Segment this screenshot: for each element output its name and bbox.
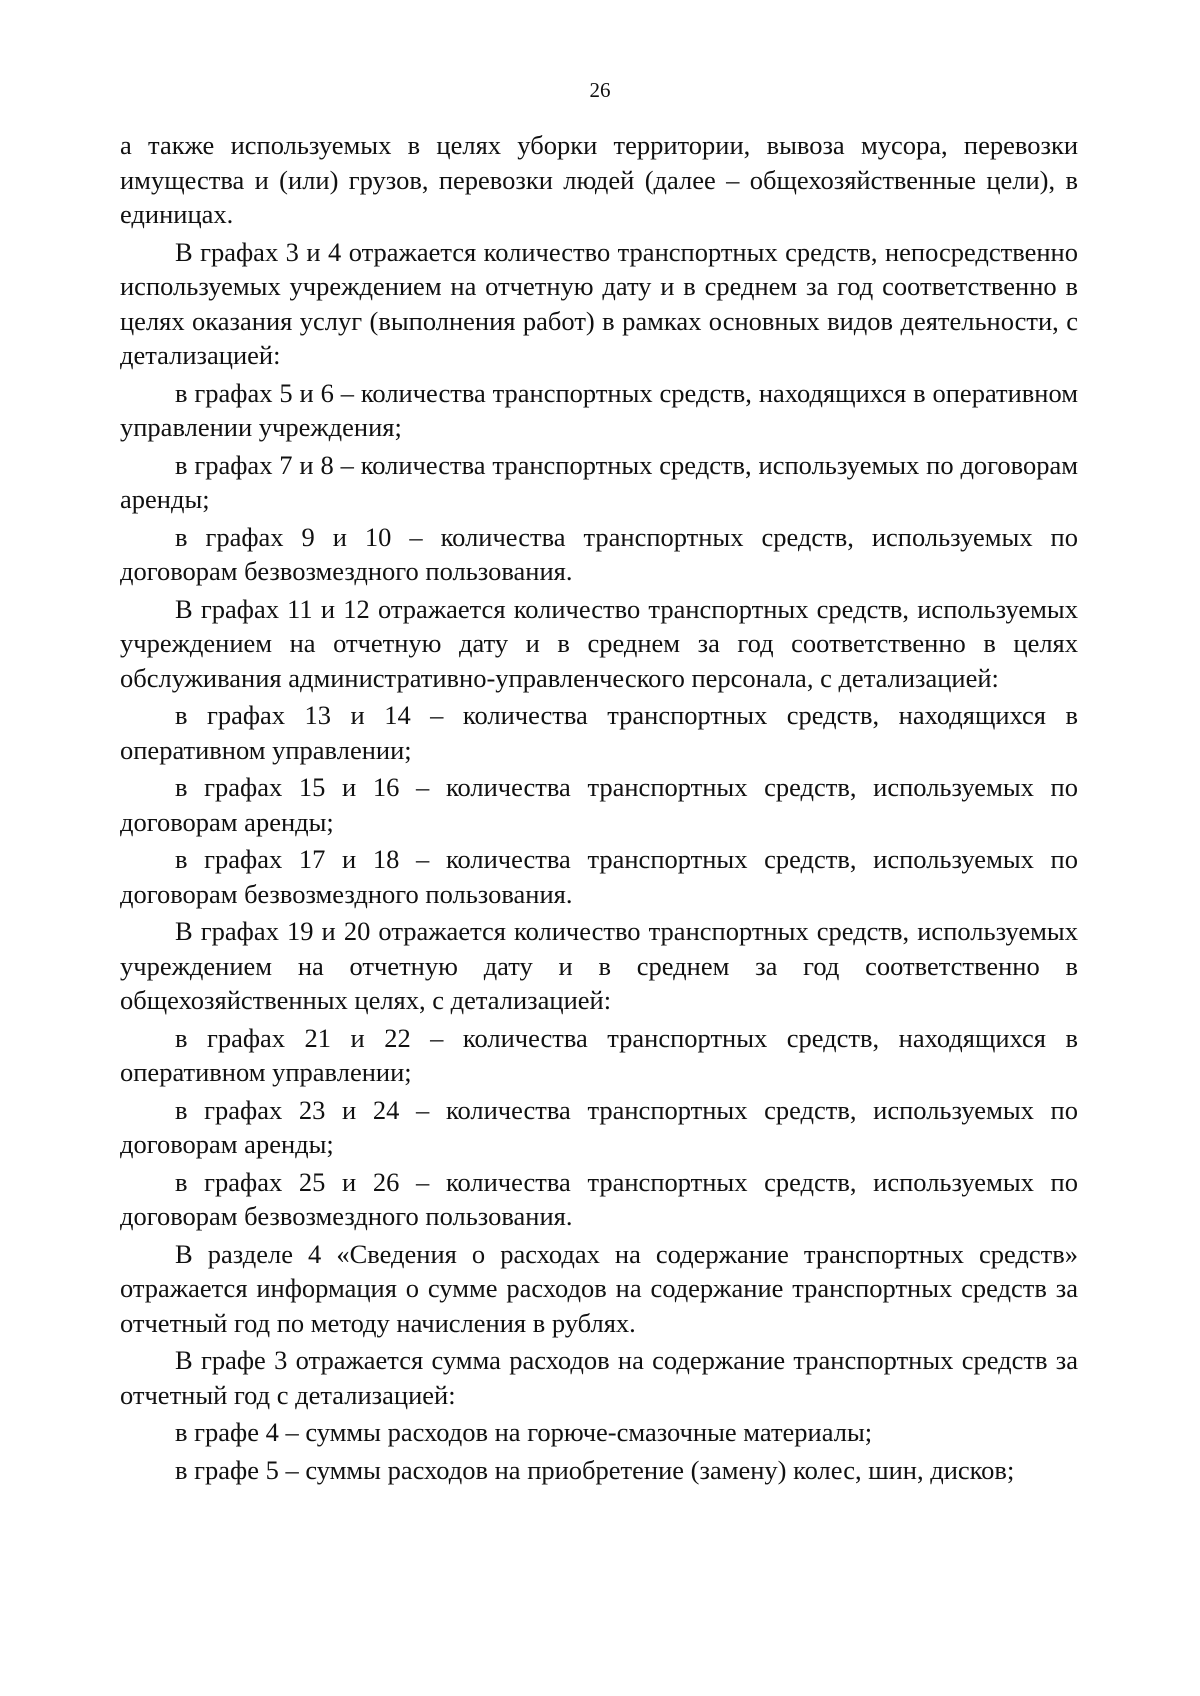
paragraph: в графах 9 и 10 – количества транспортных средств, используемых по договорам безвозмездного пользования.	[120, 521, 1078, 586]
paragraph: в графе 5 – суммы расходов на приобретение (замену) колес, шин, дисков;	[175, 1454, 1015, 1485]
paragraph: В графах 19 и 20 отражается количество транспортных средств, используемых учреждением на отчетную дату и в среднем за год соответственно в общехозяйственных целях, с детализацией:	[120, 916, 1078, 1015]
paragraph: в графах 5 и 6 – количества транспортных средств, находящихся в оперативном управлении учреждения;	[120, 377, 1078, 442]
paragraph: в графах 25 и 26 – количества транспортных средств, используемых по договорам безвозмездного пользования.	[120, 1166, 1078, 1231]
paragraph: в графах 21 и 22 – количества транспортных средств, находящихся в оперативном управлении;	[120, 1022, 1078, 1087]
paragraph: В графах 3 и 4 отражается количество транспортных средств, непосредственно используемых учреждением на отчетную дату и в среднем за год соответственно в целях оказания услуг (выполнения работ) в рамках основных видов деятельности, с детализацией:	[120, 236, 1078, 370]
paragraph: в графе 4 – суммы расходов на горюче-смазочные материалы;	[175, 1417, 873, 1447]
page-number: 26	[589, 78, 611, 102]
document-body	[120, 128, 1078, 1490]
paragraph: в графах 7 и 8 – количества транспортных средств, используемых по договорам аренды;	[120, 449, 1078, 514]
paragraph: в графах 23 и 24 – количества транспортных средств, используемых по договорам аренды;	[120, 1094, 1078, 1159]
paragraph: в графах 17 и 18 – количества транспортных средств, используемых по договорам безвозмездного пользования.	[120, 844, 1078, 909]
paragraph: в графах 13 и 14 – количества транспортных средств, находящихся в оперативном управлении;	[120, 700, 1078, 765]
paragraph: а также используемых в целях уборки территории, вывоза мусора, перевозки имущества и (или) грузов, перевозки людей (далее – общехозяйственные цели), в единицах.	[120, 130, 1078, 229]
paragraph: в графах 15 и 16 – количества транспортных средств, используемых по договорам аренды;	[120, 772, 1078, 837]
paragraph: В разделе 4 «Сведения о расходах на содержание транспортных средств» отражается информация о сумме расходов на содержание транспортных средств за отчетный год по методу начисления в рублях.	[120, 1238, 1078, 1338]
paragraph: В графе 3 отражается сумма расходов на содержание транспортных средств за отчетный год с детализацией:	[120, 1345, 1078, 1410]
paragraph: В графах 11 и 12 отражается количество транспортных средств, используемых учреждением на отчетную дату и в среднем за год соответственно в целях обслуживания административно-управленческого персонала, с детализацией:	[120, 593, 1078, 693]
